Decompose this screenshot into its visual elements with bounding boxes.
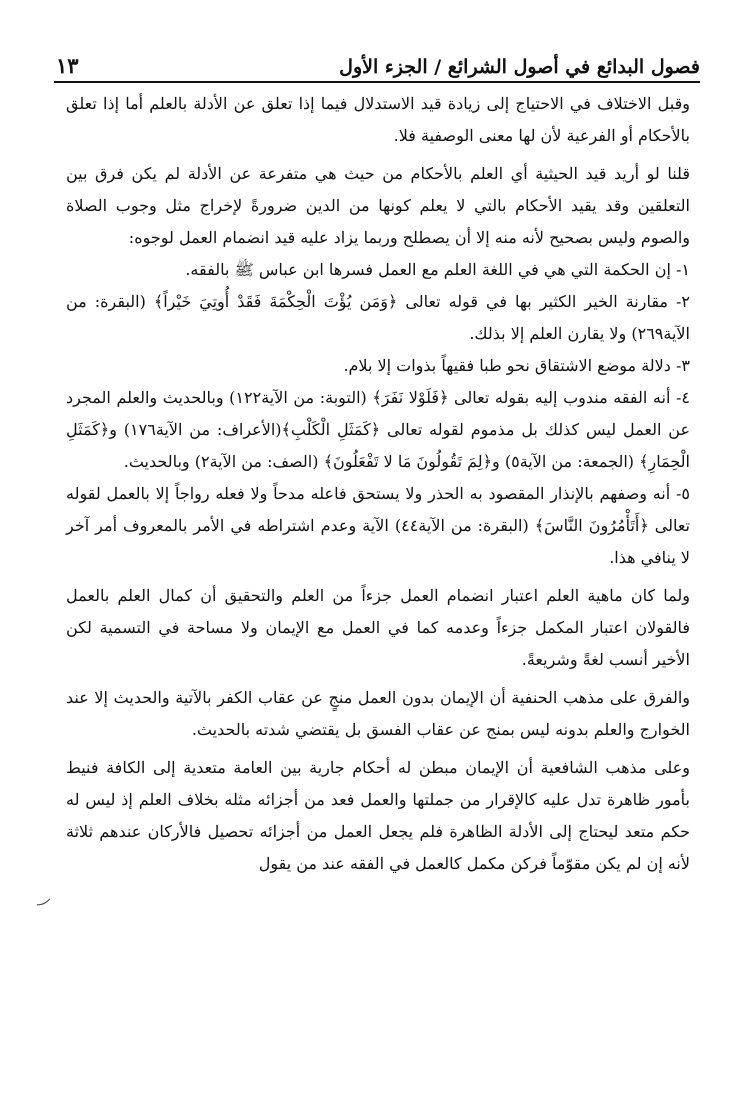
list-item-1: ١- إن الحكمة التي هي في اللغة العلم مع العمل فسرها ابن عباس ﷺ بالفقه. <box>185 260 690 279</box>
list-item-3: ٣- دلالة موضع الاشتقاق نحو طبا فقيهاً بذوات إلا بلام. <box>343 356 690 375</box>
list-item-5: ٥- أنه وصفهم بالإنذار المقصود به الحذر ولا يستحق فاعله مدحاً ولا فعله رواجاً إلا بالعمل لقوله تعالى ﴿أَتَأْمُرُونَ النَّاسَ﴾ (البقرة: من الآية٤٤) الآية وعدم اشتراطه في الأمر بالمعروف أمر آخر لا ينافي هذا. <box>66 484 691 567</box>
running-title: فصول البدائع في أصول الشرائع / الجزء الأول <box>339 56 700 78</box>
list-item-2: ٢- مقارنة الخير الكثير بها في قوله تعالى ﴿وَمَن يُؤْتَ الْحِكْمَةَ فَقَدْ أُوتِيَ خَيْراً﴾ (البقرة: من الآية٢٦٩) ولا يقارن العلم إلا بذلك. <box>66 292 690 343</box>
list-item-4: ٤- أنه الفقه مندوب إليه بقوله تعالى ﴿فَلَوْلا نَفَرَ﴾ (التوبة: من الآية١٢٢) وبالحديث والعلم المجرد عن العمل ليس كذلك بل مذموم لقوله تعالى ﴿كَمَثَلِ الْكَلْبِ﴾(الأعراف: من الآية١٧٦) و﴿كَمَثَلِ الْحِمَارِ﴾ (الجمعة: من الآية٥) و﴿لِمَ تَقُولُونَ مَا لا تَفْعَلُونَ﴾ (الصف: من الآية٢) وبالحديث. <box>66 388 691 471</box>
paragraph-haythiyya: قلنا لو أريد قيد الحيثية أي العلم بالأحكام من حيث هي متفرعة عن الأدلة لم يكن فرق بين التعلقين وقد يقيد الأحكام بالتي لا يعلم كونها من الدين ضرورةً لإخراج مثل وجوب الصلاة والصوم وليس بصحيح لأنه منه إلا أن يصطلح وربما يزاد عليه قيد انضمام العمل لوجوه: <box>66 164 690 247</box>
margin-pen-mark: ‿ <box>30 884 51 907</box>
paragraph-shafii-view: وعلى مذهب الشافعية أن الإيمان مبطن له أحكام جارية بين العامة متعدية إلى الكافة فنيط بأمور ظاهرة تدل عليه كالإقرار من جملتها والعمل فعد من أجزائه مثله بخلاف العلم إذ ليس له حكم متعد ليحتاج إلى الأدلة الظاهرة فلم يجعل العمل من أجزائه تحصيل فالأركان عندهم ثلاثة لأنه إن لم يكن مقوّماً فركن مكمل كالعمل في الفقه عند من يقول <box>66 758 690 873</box>
page-header <box>56 42 700 78</box>
paragraph-essence-of-knowledge: ولما كان ماهية العلم اعتبار انضمام العمل جزءاً من العلم والتحقيق أن كمال العلم بالعمل فالقولان اعتبار المكمل جزءاً وعدمه كما في العمل مع الإيمان ولا مساحة في التسمية لكن الأخير أنسب لغةً وشريعةً. <box>66 586 690 669</box>
header-divider <box>54 81 700 83</box>
page-number: ١٣ <box>56 53 79 78</box>
paragraph-intro-difference: وقبل الاختلاف في الاحتياج إلى زيادة قيد الاستدلال فيما إذا تعلق عن الأدلة بالعلم أما إذا تعلق بالأحكام أو الفرعية لأن لها معنى الوصفية فلا. <box>66 94 690 145</box>
body-text <box>66 88 690 880</box>
paragraph-hanafi-view: والفرق على مذهب الحنفية أن الإيمان بدون العمل منجٍ عن عقاب الكفر بالآتية والحديث إلا عند الخوارج والعلم بدونه ليس بمنج عن عقاب الفسق بل يقتضي شدته بالحديث. <box>66 688 690 739</box>
